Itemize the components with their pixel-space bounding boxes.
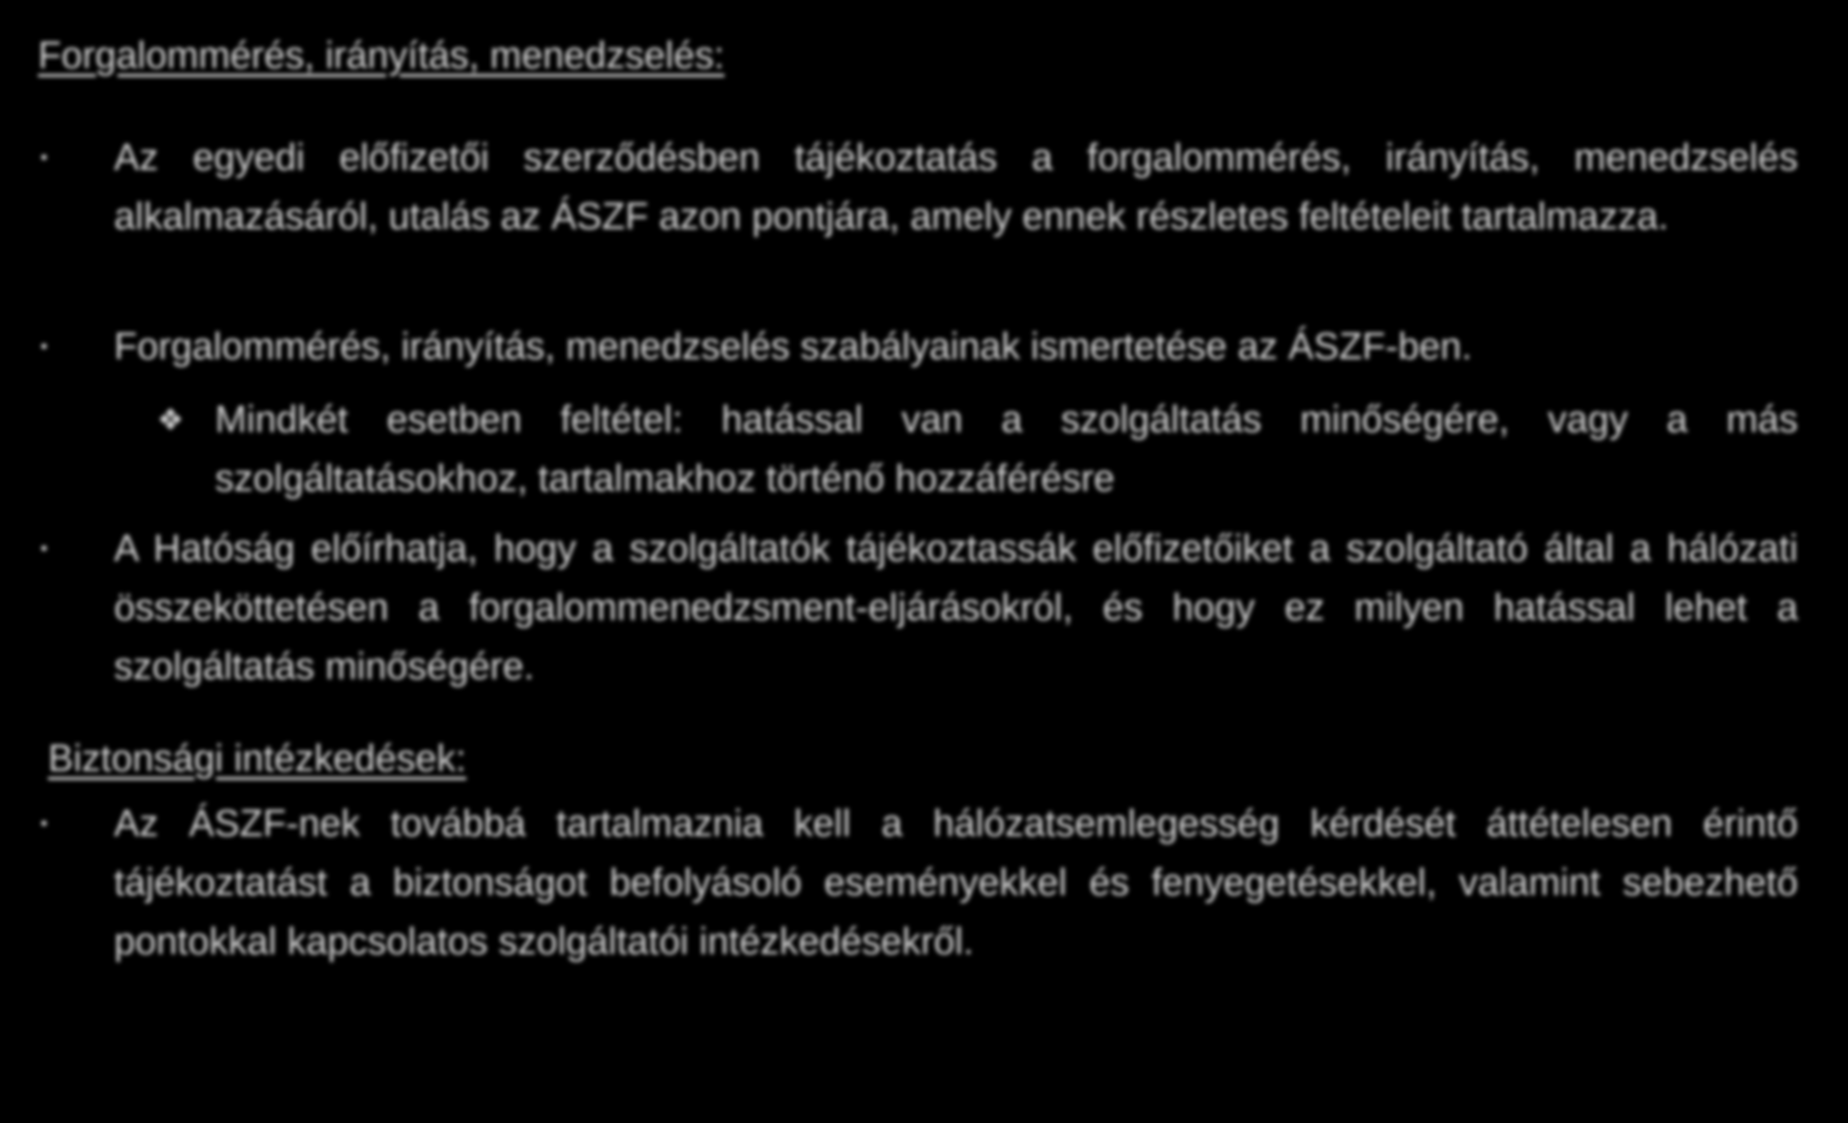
bullet-icon: • (40, 147, 48, 169)
bullet-icon: • (40, 538, 48, 560)
list-item-text: Az egyedi előfizetői szerződésben tájékoztatás a forgalommérés, irányítás, menedzselés alkalmazásáról, utalás az ÁSZF azon pontjára, amely ennek részletes feltételeit tartalmazza. (114, 137, 1798, 238)
section-heading-traffic: Forgalommérés, irányítás, menedzselés: (38, 35, 725, 77)
list-item-authority (40, 520, 1798, 697)
sub-list-item-text: Mindkét esetben feltétel: hatással van a szolgáltatás minőségére, vagy a más szolgáltatásokhoz, tartalmakhoz történő hozzáférésre (215, 399, 1798, 500)
list-item-contract-info (40, 129, 1798, 247)
list-item-security (40, 795, 1798, 972)
list-item-text: A Hatóság előírhatja, hogy a szolgáltatók tájékoztassák előfizetőiket a szolgáltató által a hálózati összeköttetésen a forgalommenedzsment-eljárásokról, és hogy ez milyen hatással lehet a szolgáltatás minőségére. (114, 528, 1798, 688)
list-item-rules (40, 318, 1798, 377)
section-heading-security: Biztonsági intézkedések: (48, 738, 467, 780)
sub-list-item-condition (157, 391, 1798, 509)
bullet-icon: • (40, 813, 48, 835)
bullet-icon: • (40, 336, 48, 358)
list-item-text: Forgalommérés, irányítás, menedzselés szabályainak ismertetése az ÁSZF-ben. (114, 326, 1472, 368)
diamond-bullet-icon: ❖ (157, 404, 184, 437)
list-item-text: Az ÁSZF-nek továbbá tartalmaznia kell a hálózatsemlegesség kérdését áttételesen érintő tájékoztatást a biztonságot befolyásoló eseményekkel és fenyegetésekkel, valamint sebezhető pontokkal kapcsolatos szolgáltatói intézkedésekről. (114, 803, 1798, 963)
